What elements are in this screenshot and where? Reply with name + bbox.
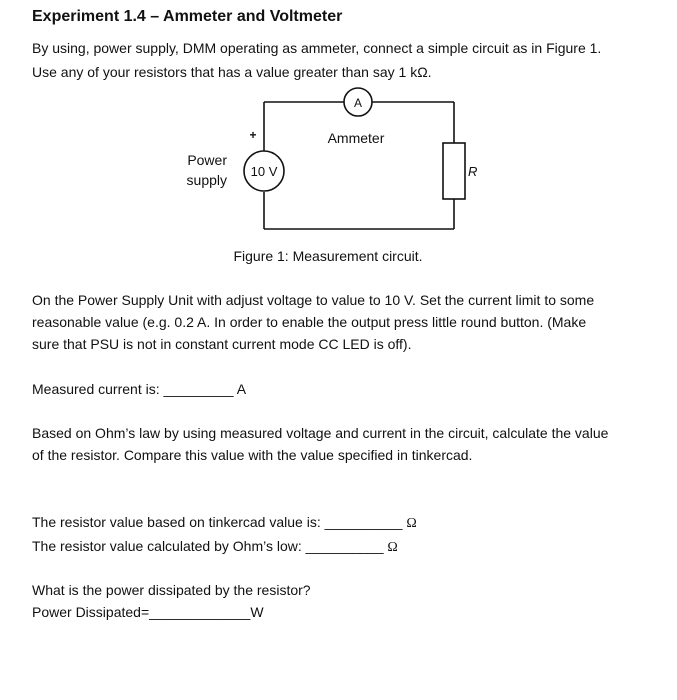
circuit-diagram (0, 0, 677, 270)
ohm-paragraph-line-2: of the resistor. Compare this value with the value specified in tinkercad. (32, 447, 473, 463)
power-dissipated-row (32, 601, 264, 623)
resistor-label: R (468, 164, 478, 179)
measured-current-unit: A (236, 381, 247, 397)
page-title: Experiment 1.4 – Ammeter and Voltmeter (32, 8, 343, 25)
resistor-ohm-blank: __________ (305, 538, 384, 554)
intro-line-1: By using, power supply, DMM operating as ammeter, connect a simple circuit as in Figure 1. (32, 40, 602, 56)
resistor-ohm-label: The resistor value calculated by Ohm’s low: (32, 538, 302, 554)
psu-paragraph-line-2: reasonable value (e.g. 0.2 A. In order to enable the output press little round button. (Make (32, 314, 587, 330)
positive-terminal-sign: + (249, 128, 257, 142)
power-dissipated-label: Power Dissipated= (32, 604, 150, 620)
supply-label-line-1: Power (187, 152, 227, 168)
figure-caption: Figure 1: Measurement circuit. (233, 248, 423, 264)
resistor-tinkercad-label: The resistor value based on tinkercad value is: (32, 514, 321, 530)
measured-current-label: Measured current is: (32, 381, 160, 397)
resistor-ohm-row (32, 535, 398, 559)
measured-current-row (32, 378, 246, 400)
resistor-tinkercad-unit: Ω (406, 516, 417, 531)
intro-line-2: Use any of your resistors that has a value greater than say 1 kΩ. (32, 64, 432, 80)
ammeter-label: Ammeter (327, 130, 385, 146)
supply-voltage-value: 10 V (250, 164, 278, 179)
resistor-tinkercad-blank: __________ (324, 514, 403, 530)
measured-current-blank: _________ (163, 381, 234, 397)
ohm-paragraph-line-1: Based on Ohm’s law by using measured voltage and current in the circuit, calculate the value (32, 425, 609, 441)
ammeter-symbol-letter: A (353, 96, 363, 110)
power-dissipated-unit: W (250, 604, 264, 620)
psu-paragraph-line-1: On the Power Supply Unit with adjust voltage to value to 10 V. Set the current limit to some (32, 292, 595, 308)
power-dissipated-blank: _____________ (149, 604, 251, 620)
supply-label-line-2: supply (186, 172, 227, 188)
power-question: What is the power dissipated by the resistor? (32, 582, 311, 598)
resistor-body (443, 143, 465, 199)
psu-paragraph-line-3: sure that PSU is not in constant current mode CC LED is off). (32, 336, 412, 352)
resistor-tinkercad-row (32, 511, 417, 535)
resistor-ohm-unit: Ω (387, 540, 398, 555)
